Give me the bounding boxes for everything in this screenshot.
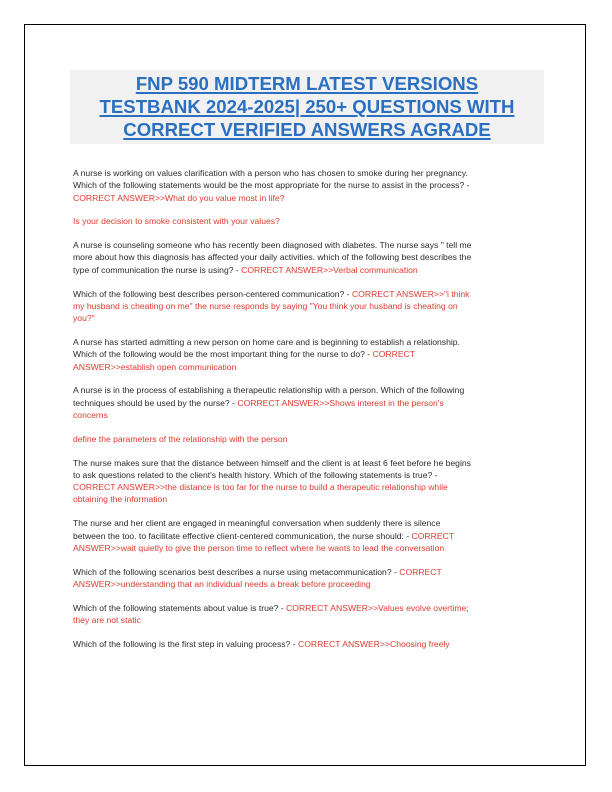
qa-line bbox=[73, 457, 545, 469]
question-text: between the too. to facilitate effective client-centered communication, the nurse should: - bbox=[73, 530, 412, 541]
qa-item bbox=[73, 433, 545, 445]
qa-item bbox=[73, 457, 545, 506]
answer-text: you?" bbox=[73, 313, 95, 324]
qa-line bbox=[73, 264, 545, 276]
qa-item bbox=[73, 384, 545, 421]
question-text: A nurse has started admitting a new person on home care and is beginning to establish a relationship. bbox=[73, 336, 460, 347]
qa-item bbox=[73, 566, 545, 591]
qa-line bbox=[73, 167, 545, 179]
answer-text: CORRECT bbox=[372, 349, 416, 360]
answer-text: CORRECT ANSWER>>"i think bbox=[351, 288, 470, 299]
question-text: The nurse makes sure that the distance between himself and the client is at least 6 feet before he begins bbox=[73, 457, 471, 468]
qa-line bbox=[73, 530, 545, 542]
question-text: A nurse is counseling someone who has recently been diagnosed with diabetes. The nurse says " tell me bbox=[73, 240, 472, 251]
qa-item bbox=[73, 215, 545, 227]
answer-text: Is your decision to smoke consistent with your values? bbox=[73, 216, 280, 227]
qa-line bbox=[73, 517, 545, 529]
qa-item bbox=[73, 239, 545, 276]
question-text: A nurse is in the process of establishing a therapeutic relationship with a person. Which of the following bbox=[73, 385, 465, 396]
title-line: FNP 590 MIDTERM LATEST VERSIONS bbox=[135, 73, 479, 94]
answer-text: ANSWER>>establish open communication bbox=[73, 361, 237, 372]
answer-text: CORRECT ANSWER>>What do you value most in life? bbox=[73, 192, 285, 203]
title-line: CORRECT VERIFIED ANSWERS AGRADE bbox=[123, 119, 491, 140]
qa-line bbox=[73, 348, 545, 360]
qa-line bbox=[73, 384, 545, 396]
qa-line bbox=[73, 251, 545, 263]
qa-line bbox=[73, 239, 545, 251]
answer-text: CORRECT ANSWER>>Shows interest in the person's bbox=[237, 397, 444, 408]
qa-list bbox=[73, 167, 545, 662]
qa-line bbox=[73, 602, 545, 614]
answer-text: obtaining the information bbox=[73, 494, 168, 505]
qa-item bbox=[73, 336, 545, 373]
question-text: Which of the following statements about value is true? - bbox=[73, 602, 287, 613]
answer-text: CORRECT ANSWER>>Choosing freely bbox=[297, 638, 450, 649]
qa-item bbox=[73, 167, 545, 204]
question-text: Which of the following would be the most important thing for the nurse to do? - bbox=[73, 349, 373, 360]
question-text: type of communication the nurse is using? - bbox=[73, 264, 242, 275]
answer-text: CORRECT ANSWER>>Values evolve overtime; bbox=[286, 602, 469, 613]
question-text: Which of the following statements would be the most appropriate for the nurse to assist in the process? - bbox=[73, 180, 470, 191]
qa-line bbox=[73, 288, 545, 300]
answer-text: CORRECT ANSWER>>the distance is too far for the nurse to build a therapeutic relationship while bbox=[73, 482, 448, 493]
qa-line bbox=[73, 469, 545, 481]
qa-item bbox=[73, 517, 545, 554]
question-text: The nurse and her client are engaged in meaningful conversation when suddenly there is silence bbox=[73, 518, 441, 529]
document-title bbox=[70, 72, 544, 141]
question-text: more about how this diagnosis has affected your daily activities. which of the following best describes the bbox=[73, 252, 472, 263]
answer-text: they are not static bbox=[73, 615, 141, 626]
qa-line bbox=[73, 179, 545, 191]
qa-item bbox=[73, 602, 545, 627]
qa-line bbox=[73, 566, 545, 578]
answer-text: concerns bbox=[73, 409, 108, 420]
answer-text: ANSWER>>wait quietly to give the person time to reflect where he wants to lead the conversation bbox=[73, 542, 445, 553]
qa-item bbox=[73, 288, 545, 325]
answer-text: CORRECT ANSWER>>Verbal communication bbox=[241, 264, 418, 275]
answer-text: CORRECT bbox=[399, 566, 442, 577]
question-text: to ask questions related to the client's health history. Which of the following statements is true? - bbox=[73, 469, 438, 480]
answer-text: CORRECT bbox=[411, 530, 455, 541]
title-line: TESTBANK 2024-2025| 250+ QUESTIONS WITH bbox=[99, 96, 515, 117]
answer-text: define the parameters of the relationship with the person bbox=[73, 433, 288, 444]
qa-line bbox=[73, 397, 545, 409]
qa-item bbox=[73, 638, 545, 650]
qa-line bbox=[73, 336, 545, 348]
answer-text: ANSWER>>understanding that an individual needs a break before proceeding bbox=[73, 578, 371, 589]
question-text: Which of the following is the first step in valuing process? - bbox=[73, 638, 298, 649]
qa-line bbox=[73, 638, 545, 650]
question-text: techniques should be used by the nurse? - bbox=[73, 397, 238, 408]
question-text: Which of the following best describes person-centered communication? - bbox=[73, 288, 352, 299]
question-text: A nurse is working on values clarification with a person who has chosen to smoke during her pregnancy. bbox=[73, 168, 468, 178]
answer-text: my husband is cheating on me" the nurse responds by saying "You think your husband is cheating on bbox=[73, 300, 458, 311]
question-text: Which of the following scenarios best describes a nurse using metacommunication? - bbox=[73, 566, 400, 577]
